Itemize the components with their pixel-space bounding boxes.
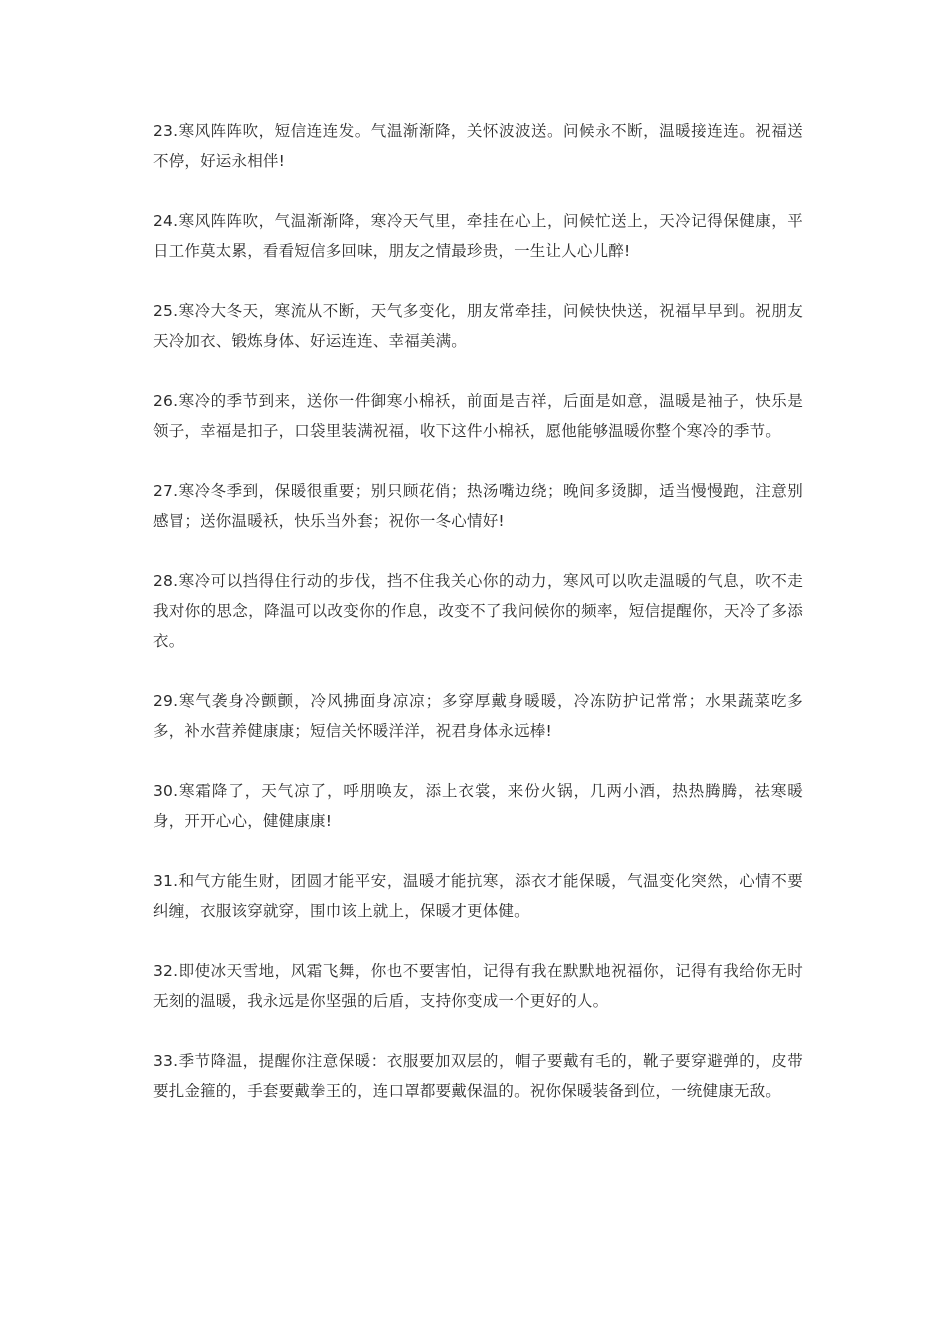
paragraph-33: 33.季节降温，提醒你注意保暖：衣服要加双层的，帽子要戴有毛的，靴子要穿避弹的，皮带要扎金箍的，手套要戴拳王的，连口罩都要戴保温的。祝你保暖装备到位，一统健康无敌。 xyxy=(153,1052,803,1100)
paragraph-26: 26.寒冷的季节到来，送你一件御寒小棉袄，前面是吉祥，后面是如意，温暖是袖子，快乐是领子，幸福是扣子，口袋里装满祝福，收下这件小棉袄，愿他能够温暖你整个寒冷的季节。 xyxy=(153,392,803,440)
paragraph-27: 27.寒冷冬季到，保暖很重要；别只顾花俏；热汤嘴边绕；晚间多烫脚，适当慢慢跑，注意别感冒；送你温暖袄，快乐当外套；祝你一冬心情好! xyxy=(153,482,803,530)
paragraph-32: 32.即使冰天雪地，风霜飞舞，你也不要害怕，记得有我在默默地祝福你，记得有我给你无时无刻的温暖，我永远是你坚强的后盾，支持你变成一个更好的人。 xyxy=(153,962,803,1010)
paragraph-31: 31.和气方能生财，团圆才能平安，温暖才能抗寒，添衣才能保暖，气温变化突然，心情不要纠缠，衣服该穿就穿，围巾该上就上，保暖才更体健。 xyxy=(153,872,803,920)
paragraph-25: 25.寒冷大冬天，寒流从不断，天气多变化，朋友常牵挂，问候快快送，祝福早早到。祝朋友天冷加衣、锻炼身体、好运连连、幸福美满。 xyxy=(153,302,803,350)
paragraph-29: 29.寒气袭身冷颤颤，冷风拂面身凉凉；多穿厚戴身暖暖，冷冻防护记常常；水果蔬菜吃多多，补水营养健康康；短信关怀暖洋洋，祝君身体永远棒! xyxy=(153,692,803,740)
paragraph-30: 30.寒霜降了，天气凉了，呼朋唤友，添上衣裳，来份火锅，几两小酒，热热腾腾，祛寒暖身，开开心心，健健康康! xyxy=(153,782,803,830)
paragraph-23: 23.寒风阵阵吹，短信连连发。气温渐渐降，关怀波波送。问候永不断，温暖接连连。祝福送不停，好运永相伴! xyxy=(153,122,803,170)
paragraph-24: 24.寒风阵阵吹，气温渐渐降，寒冷天气里，牵挂在心上，问候忙送上，天冷记得保健康，平日工作莫太累，看看短信多回味，朋友之情最珍贵，一生让人心儿醉! xyxy=(153,212,803,260)
document-body xyxy=(153,116,803,1136)
paragraph-28: 28.寒冷可以挡得住行动的步伐，挡不住我关心你的动力，寒风可以吹走温暖的气息，吹不走我对你的思念，降温可以改变你的作息，改变不了我问候你的频率，短信提醒你，天冷了多添衣。 xyxy=(153,572,803,650)
